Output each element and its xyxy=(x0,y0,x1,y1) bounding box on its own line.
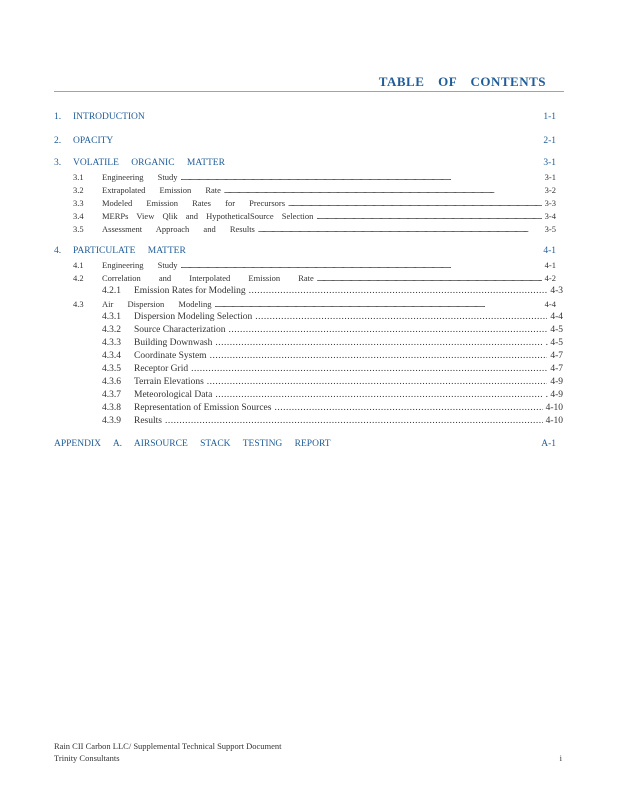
entry-page: 2-1 xyxy=(543,136,556,146)
entry-page: A-1 xyxy=(541,439,556,449)
entry-page: 4-10 xyxy=(545,403,563,413)
entry-label: Meteorological Data xyxy=(134,390,213,400)
entry-number: 4.3.1 xyxy=(102,312,121,322)
leader-dots xyxy=(207,376,548,389)
leader-dots xyxy=(210,350,548,363)
entry-number: 3.5 xyxy=(73,224,84,234)
entry-label: APPENDIX A. AIRSOURCE STACK TESTING REPORT xyxy=(54,439,331,449)
footer-page-number: i xyxy=(559,753,562,763)
leader-dots xyxy=(224,184,542,197)
entry-page: 4-4 xyxy=(550,312,563,322)
entry-label: Building Downwash xyxy=(134,338,213,348)
entry-label: INTRODUCTION xyxy=(73,112,145,122)
entry-number: 3. xyxy=(54,158,62,168)
entry-number: 1. xyxy=(54,112,62,122)
entry-page: 4-5 xyxy=(550,325,563,335)
entry-page: . 4-5 xyxy=(545,338,563,348)
leader-dots xyxy=(274,402,542,415)
entry-number: 4.3.5 xyxy=(102,364,121,374)
toc-entry-4-3-4[interactable] xyxy=(102,350,563,363)
entry-number: 4.1 xyxy=(73,260,84,270)
leader-dots xyxy=(191,363,547,376)
entry-number: 4.3 xyxy=(73,299,84,309)
footer-company: Trinity Consultants xyxy=(54,753,120,763)
title-divider xyxy=(54,91,564,92)
entry-label: Assessment Approach and Results xyxy=(102,224,255,234)
leader-dots xyxy=(317,272,542,285)
footer-document-title: Rain CII Carbon LLC/ Supplemental Technical Support Document xyxy=(54,741,282,751)
entry-number: 4.2.1 xyxy=(102,286,121,296)
toc-entry-4-3-5[interactable] xyxy=(102,363,563,376)
toc-entry-4-1[interactable] xyxy=(73,259,556,272)
entry-label: Engineering Study xyxy=(102,172,178,182)
toc-entry-4-3-2[interactable] xyxy=(102,324,563,337)
entry-number: 4.3.7 xyxy=(102,390,121,400)
leader-dots xyxy=(214,298,541,311)
toc-entry-4-3-6[interactable] xyxy=(102,376,563,389)
entry-label: Representation of Emission Sources xyxy=(134,403,272,413)
leader-dots xyxy=(229,324,548,337)
toc-entry-3-3[interactable] xyxy=(73,197,556,210)
entry-number: 4.3.4 xyxy=(102,351,121,361)
toc-entry-3-1[interactable] xyxy=(73,171,556,184)
entry-page: 4-10 xyxy=(545,416,563,426)
entry-page: 4-3 xyxy=(550,286,563,296)
entry-label: MERPs View Qlik and HypotheticalSource Selection xyxy=(102,211,314,221)
toc-entry-4-3-8[interactable] xyxy=(102,402,563,415)
entry-number: 4. xyxy=(54,246,62,256)
entry-label: OPACITY xyxy=(73,136,114,146)
entry-label: Correlation and Interpolated Emission Rate xyxy=(102,273,314,283)
toc-entry-appendix-a[interactable] xyxy=(54,438,556,451)
entry-page: . 4-9 xyxy=(545,390,563,400)
entry-label: Coordinate System xyxy=(134,351,207,361)
entry-page: 3-4 xyxy=(544,211,556,221)
entry-number: 4.2 xyxy=(73,273,84,283)
entry-number: 4.3.3 xyxy=(102,338,121,348)
entry-number: 2. xyxy=(54,136,62,146)
entry-page: 4-9 xyxy=(550,377,563,387)
entry-page: 1-1 xyxy=(543,112,556,122)
entry-label: Source Characterization xyxy=(134,325,226,335)
toc-entry-3-4[interactable] xyxy=(73,210,556,223)
entry-label: Results xyxy=(134,416,162,426)
entry-number: 3.4 xyxy=(73,211,84,221)
entry-page: 4-1 xyxy=(544,260,556,270)
toc-entry-introduction[interactable] xyxy=(54,111,556,124)
entry-page: 4-2 xyxy=(544,273,556,283)
entry-label: PARTICULATE MATTER xyxy=(73,246,186,256)
entry-page: 4-7 xyxy=(550,351,563,361)
toc-entry-volatile-organic-matter[interactable] xyxy=(54,157,556,170)
leader-dots xyxy=(181,171,542,184)
entry-number: 4.3.8 xyxy=(102,403,121,413)
entry-label: Emission Rates for Modeling xyxy=(134,286,246,296)
entry-number: 4.3.9 xyxy=(102,416,121,426)
leader-dots xyxy=(165,415,543,428)
entry-number: 4.3.6 xyxy=(102,377,121,387)
entry-label: Dispersion Modeling Selection xyxy=(134,312,253,322)
entry-label: Extrapolated Emission Rate xyxy=(102,185,221,195)
entry-page: 3-5 xyxy=(544,224,556,234)
leader-dots xyxy=(249,285,548,298)
leader-dots xyxy=(258,223,542,236)
toc-entry-opacity[interactable] xyxy=(54,135,556,148)
toc-entry-4-3[interactable] xyxy=(73,298,556,311)
entry-number: 3.3 xyxy=(73,198,84,208)
entry-label: VOLATILE ORGANIC MATTER xyxy=(73,158,225,168)
entry-page: 3-3 xyxy=(544,198,556,208)
entry-page: 4-1 xyxy=(543,246,556,256)
entry-label: Engineering Study xyxy=(102,260,178,270)
leader-dots xyxy=(288,197,542,210)
toc-entry-4-3-3[interactable] xyxy=(102,337,563,350)
leader-dots xyxy=(215,337,542,350)
entry-label: Receptor Grid xyxy=(134,364,189,374)
toc-entry-4-3-1[interactable] xyxy=(102,311,563,324)
entry-page: 3-1 xyxy=(543,158,556,168)
toc-entry-4-3-9[interactable] xyxy=(102,415,563,428)
entry-page: 3-1 xyxy=(544,172,556,182)
toc-entry-3-2[interactable] xyxy=(73,184,556,197)
entry-number: 4.3.2 xyxy=(102,325,121,335)
toc-entry-4-3-7[interactable] xyxy=(102,389,563,402)
toc-entry-3-5[interactable] xyxy=(73,223,556,236)
entry-label: Terrain Elevations xyxy=(134,377,204,387)
leader-dots xyxy=(255,311,547,324)
toc-entry-particulate-matter[interactable] xyxy=(54,245,556,258)
toc-entry-4-2[interactable] xyxy=(73,272,556,285)
entry-number: 3.2 xyxy=(73,185,84,195)
leader-dots xyxy=(181,259,542,272)
entry-label: Air Dispersion Modeling xyxy=(102,299,212,309)
entry-label: Modeled Emission Rates for Precursors xyxy=(102,198,286,208)
entry-page: 4-4 xyxy=(544,299,556,309)
toc-title: TABLE OF CONTENTS xyxy=(378,74,546,89)
leader-dots xyxy=(215,389,542,402)
entry-page: 3-2 xyxy=(544,185,556,195)
entry-number: 3.1 xyxy=(73,172,84,182)
toc-entry-4-2-1[interactable] xyxy=(102,285,563,298)
leader-dots xyxy=(316,210,541,223)
entry-page: 4-7 xyxy=(550,364,563,374)
